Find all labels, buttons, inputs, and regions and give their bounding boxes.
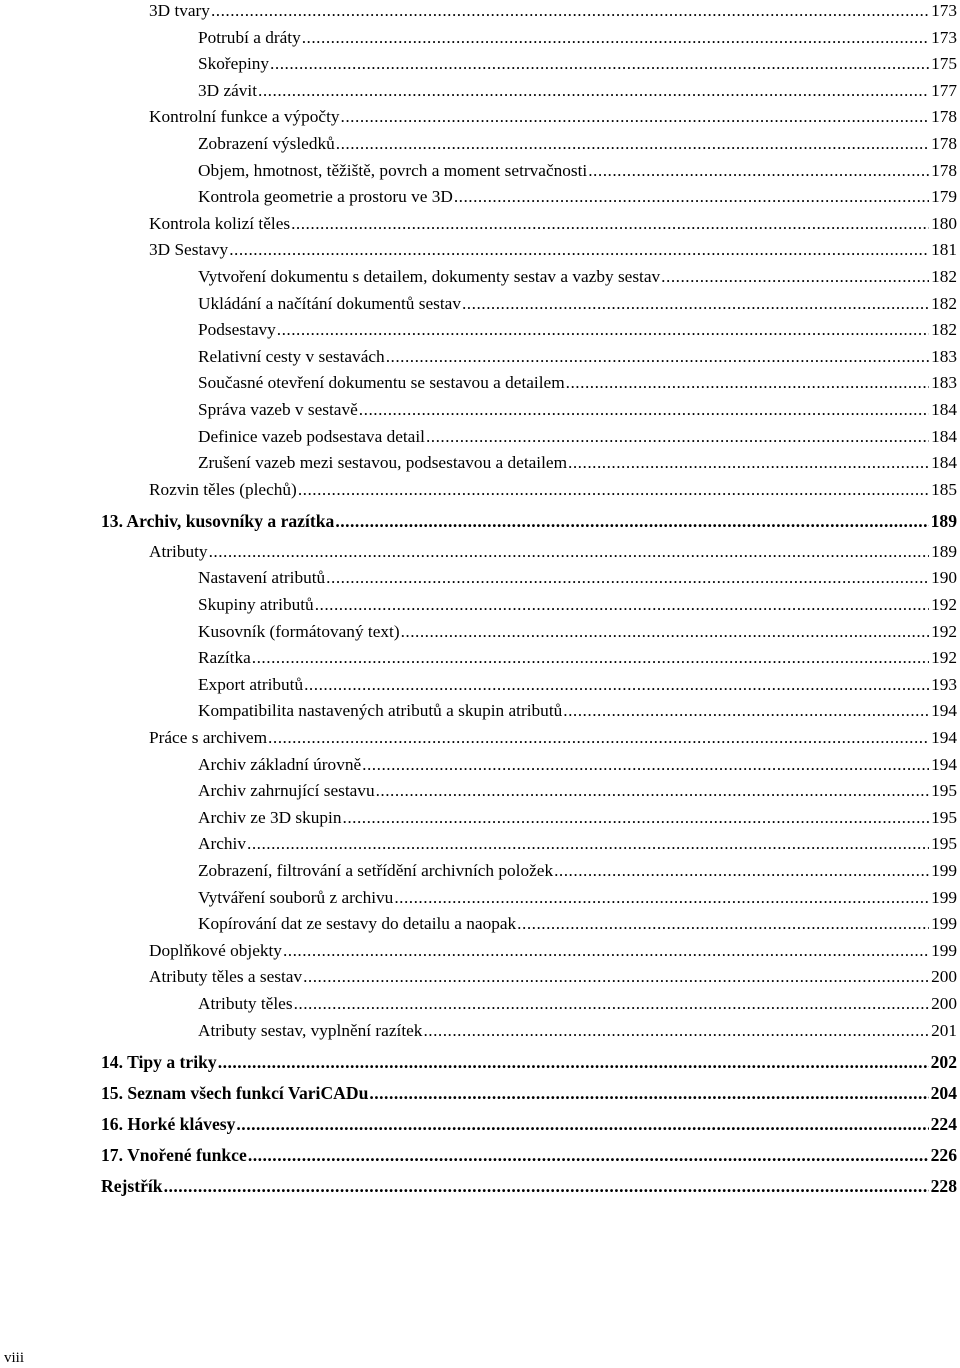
toc-entry[interactable] [198,913,957,935]
toc-entry-page: 194 [931,728,957,747]
toc-entry-title: Atributy [149,541,208,561]
toc-entry-title: Kopírování dat ze sestavy do detailu a naopak [198,914,517,934]
toc-entry[interactable] [198,780,957,802]
toc-leader-dots [303,966,929,988]
toc-entry-page: 180 [931,213,957,233]
toc-entry[interactable] [198,754,957,776]
toc-leader-dots [336,133,929,155]
toc-entry[interactable] [149,106,957,128]
toc-entry-title: Kontrola kolizí těles [149,213,291,233]
toc-entry[interactable] [101,1082,957,1104]
toc-entry-title: 15. Seznam všech funkcí VariCADu [101,1082,369,1103]
toc-entry[interactable] [198,674,957,696]
toc-entry-title: Razítka [198,648,251,668]
toc-entry[interactable] [198,807,957,829]
toc-entry-title: Objem, hmotnost, těžiště, povrch a moment setrvačnosti [198,160,588,180]
toc-leader-dots [164,1175,929,1197]
toc-entry-page: 195 [931,834,957,854]
toc-entry-title: Skořepiny [198,54,270,74]
toc-entry-page: 184 [931,426,957,446]
toc-entry-page: 184 [931,453,957,473]
toc-entry[interactable] [101,510,957,532]
page-number: viii [4,1350,25,1366]
toc-leader-dots [566,372,929,394]
toc-entry-title: Správa vazeb v sestavě [198,400,358,419]
toc-leader-dots [462,293,929,315]
toc-leader-dots [304,674,929,696]
toc-leader-dots [369,1082,928,1104]
toc-leader-dots [277,319,929,341]
toc-entry-title: Definice vazeb podsestava detail [198,426,425,446]
toc-leader-dots [315,594,929,616]
toc-entry-page: 200 [931,994,957,1013]
toc-leader-dots [268,727,929,749]
toc-leader-dots [211,0,929,22]
toc-entry[interactable] [198,346,957,368]
toc-entry[interactable] [198,27,957,49]
toc-entry[interactable] [198,621,957,643]
toc-entry-page: 195 [931,807,957,827]
toc-entry[interactable] [198,647,957,669]
toc-entry-title: 17. Vnořené funkce [101,1144,247,1165]
toc-entry-page: 202 [930,1051,957,1072]
toc-entry-page: 173 [931,1,957,20]
toc-entry-title: Archiv [198,834,246,854]
toc-entry[interactable] [101,1051,957,1073]
toc-entry[interactable] [198,833,957,855]
toc-leader-dots [563,700,929,722]
toc-entry-title: Nastavení atributů [198,568,326,588]
toc-entry-title: 13. Archiv, kusovníky a razítka [101,510,335,531]
toc-entry[interactable] [198,372,957,394]
toc-leader-dots [661,266,929,288]
toc-leader-dots [229,239,929,261]
toc-entry-title: 3D tvary [149,1,210,20]
toc-entry-page: 189 [931,541,957,561]
toc-leader-dots [454,186,929,208]
toc-entry-page: 201 [931,1020,957,1040]
toc-leader-dots [298,479,929,501]
toc-entry[interactable] [149,727,957,749]
toc-entry[interactable] [198,594,957,616]
toc-entry-page: 189 [930,510,957,531]
toc-entry-page: 199 [931,914,957,934]
toc-entry[interactable] [198,133,957,155]
toc-leader-dots [343,807,930,829]
toc-entry[interactable] [101,1144,957,1166]
toc-entry-title: Relativní cesty v sestavách [198,346,385,366]
toc-leader-dots [376,780,929,802]
toc-entry-page: 184 [931,400,957,419]
toc-entry[interactable] [198,426,957,448]
toc-entry-title: Atributy těles a sestav [149,967,303,987]
toc-entry-title: Současné otevření dokumentu se sestavou a detailem [198,373,565,393]
toc-entry[interactable] [198,700,957,722]
toc-entry-title: Archiv ze 3D skupin [198,807,342,827]
toc-leader-dots [423,1020,929,1042]
toc-entry-page: 178 [931,107,957,127]
toc-leader-dots [283,940,929,962]
toc-entry-page: 175 [931,54,957,74]
toc-leader-dots [294,993,930,1015]
toc-entry-title: Rozvin těles (plechů) [149,479,297,499]
toc-entry-title: Rejstřík [101,1175,163,1196]
toc-entry-page: 200 [931,967,957,987]
toc-leader-dots [248,1144,929,1166]
toc-leader-dots [386,346,929,368]
toc-entry-page: 183 [931,373,957,393]
toc-entry-title: 3D Sestavy [149,240,229,260]
toc-entry-page: 224 [930,1113,957,1134]
toc-leader-dots [209,541,930,563]
toc-entry-title: Export atributů [198,674,304,694]
toc-leader-dots [588,160,929,182]
toc-entry[interactable] [198,53,957,75]
toc-entry[interactable] [198,80,957,102]
toc-entry-page: 192 [931,595,957,614]
toc-entry-title: Doplňkové objekty [149,940,282,960]
toc-entry[interactable] [149,479,957,501]
toc-leader-dots [359,399,929,421]
toc-entry-page: 178 [931,160,957,180]
toc-entry-page: 192 [931,648,957,668]
toc-entry-title: Atributy sestav, vyplnění razítek [198,1020,423,1040]
toc-entry-title: Vytvoření dokumentu s detailem, dokumenty sestav a vazby sestav [198,267,661,286]
toc-entry-title: Kompatibilita nastavených atributů a skupin atributů [198,701,563,721]
toc-entry[interactable] [198,860,957,882]
toc-entry[interactable] [198,452,957,474]
toc-entry-page: 194 [931,754,957,774]
toc-entry-title: Zobrazení výsledků [198,134,335,153]
toc-entry-title: 3D závit [198,80,258,100]
toc-entry-page: 228 [930,1175,957,1196]
toc-entry-page: 199 [931,861,957,880]
toc-entry-title: Kontrolní funkce a výpočty [149,107,340,127]
toc-entry-title: Archiv základní úrovně [198,754,362,774]
toc-leader-dots [362,754,929,776]
toc-entry[interactable] [101,1175,957,1197]
toc-entry-page: 193 [931,674,957,694]
toc-entry-page: 199 [931,940,957,960]
toc-leader-dots [291,213,929,235]
toc-entry-page: 178 [931,134,957,153]
toc-entry-page: 181 [931,240,957,260]
toc-leader-dots [554,860,929,882]
toc-entry[interactable] [198,319,957,341]
toc-leader-dots [401,621,930,643]
toc-entry-title: Kusovník (formátovaný text) [198,621,400,641]
toc-entry-title: Práce s archivem [149,728,268,747]
toc-entry-title: Podsestavy [198,320,276,340]
toc-entry-page: 182 [931,293,957,313]
toc-entry-page: 190 [931,568,957,588]
toc-entry[interactable] [198,293,957,315]
toc-leader-dots [270,53,929,75]
toc-leader-dots [252,647,929,669]
toc-entry[interactable] [198,567,957,589]
toc-entry-title: Atributy těles [198,994,293,1013]
toc-entry[interactable] [149,0,957,22]
toc-entry[interactable] [149,213,957,235]
toc-entry[interactable] [198,1020,957,1042]
toc-entry-title: Skupiny atributů [198,595,314,614]
toc-entry-page: 179 [931,187,957,207]
toc-entry-title: Archiv zahrnující sestavu [198,781,375,801]
toc-entry-page: 177 [931,80,957,100]
toc-entry-page: 182 [931,320,957,340]
toc-entry-page: 195 [931,781,957,801]
toc-entry[interactable] [198,399,957,421]
toc-entry-title: 14. Tipy a triky [101,1051,217,1072]
toc-entry-page: 199 [931,887,957,907]
toc-entry-page: 192 [931,621,957,641]
toc-entry[interactable] [149,940,957,962]
toc-entry-page: 173 [931,27,957,47]
toc-leader-dots [247,833,929,855]
toc-entry-title: 16. Horké klávesy [101,1113,236,1134]
toc-entry-page: 182 [931,267,957,286]
toc-leader-dots [568,452,929,474]
toc-leader-dots [394,887,929,909]
toc-entry-page: 185 [931,479,957,499]
toc-entry-page: 194 [931,701,957,721]
toc-leader-dots [218,1051,929,1073]
toc-entry-title: Vytváření souborů z archivu [198,887,394,907]
toc-leader-dots [517,913,929,935]
toc-entry-page: 226 [930,1144,957,1165]
toc-entry-title: Potrubí a dráty [198,27,301,47]
toc-entry[interactable] [149,966,957,988]
toc-leader-dots [335,510,928,532]
toc-entry-title: Zrušení vazeb mezi sestavou, podsestavou a detailem [198,453,568,473]
toc-entry-title: Kontrola geometrie a prostoru ve 3D [198,187,453,207]
toc-entry[interactable] [101,1113,957,1135]
toc-entry-page: 183 [931,346,957,366]
toc-leader-dots [426,426,929,448]
toc-entry[interactable] [149,541,957,563]
toc-entry[interactable] [198,887,957,909]
toc-entry-title: Zobrazení, filtrování a setřídění archivních položek [198,861,554,880]
toc-leader-dots [326,567,929,589]
toc-entry[interactable] [198,160,957,182]
toc-leader-dots [236,1113,928,1135]
toc-leader-dots [258,80,929,102]
toc-leader-dots [302,27,929,49]
toc-leader-dots [341,106,930,128]
toc-entry-title: Ukládání a načítání dokumentů sestav [198,293,461,313]
toc-entry[interactable] [198,993,957,1015]
toc-entry[interactable] [198,186,957,208]
toc-entry[interactable] [149,239,957,261]
toc-entry[interactable] [198,266,957,288]
toc-entry-page: 204 [930,1082,957,1103]
